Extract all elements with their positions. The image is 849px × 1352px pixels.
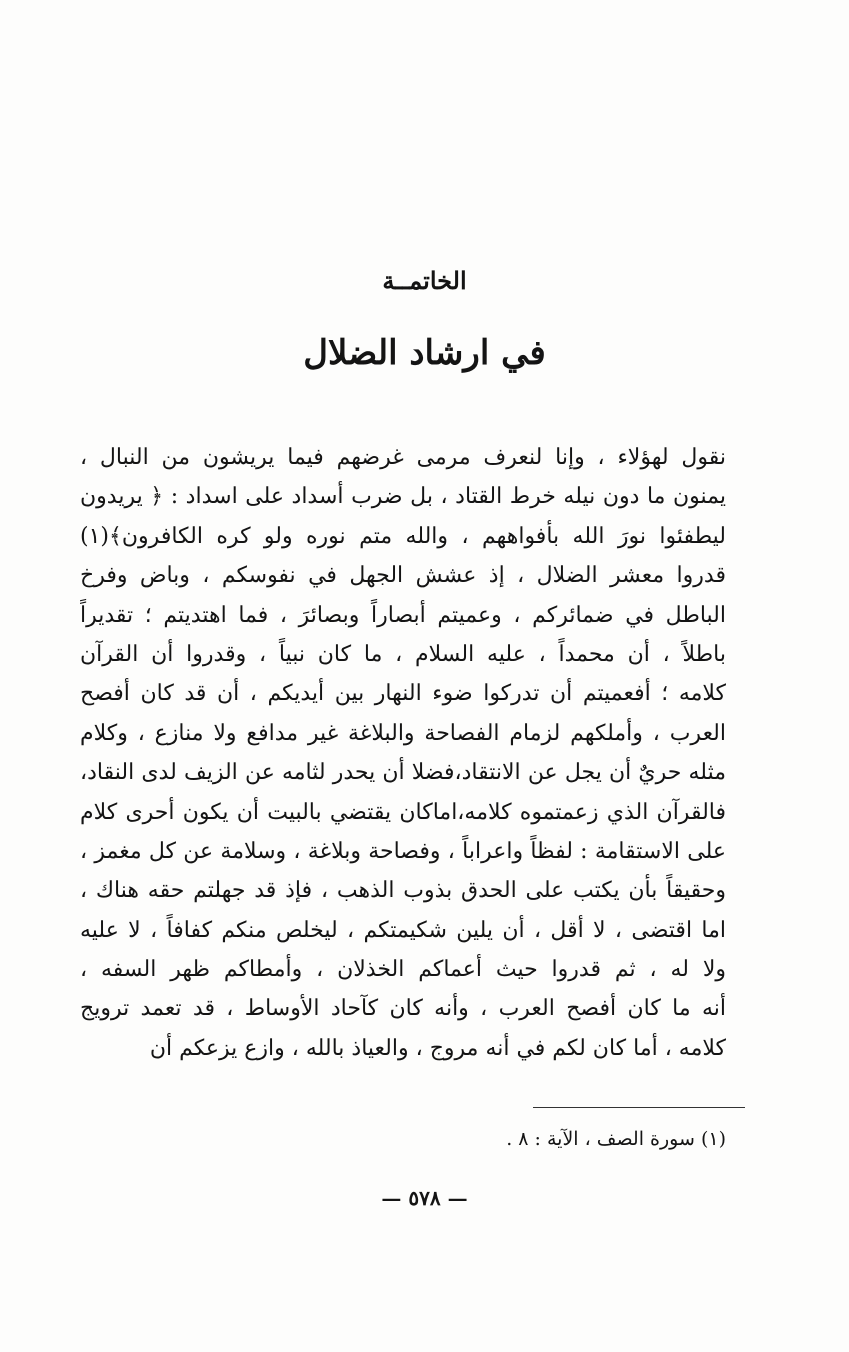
text-line: ولا له ، ثم قدروا حيث أعماكم الخذلان ، وأمطاكم ظهر السفه ، bbox=[80, 957, 726, 983]
chapter-title: في ارشاد الضلال bbox=[303, 333, 546, 373]
text-line: العرب ، وأملكهم لزمام الفصاحة والبلاغة غير مدافع ولا منازع ، وكلام bbox=[80, 720, 726, 746]
footnote-divider bbox=[533, 1107, 745, 1108]
text-line: وحقيقاً بأن يكتب على الحدق بذوب الذهب ، فإذ قد جهلتم حقه هناك ، bbox=[80, 878, 726, 904]
footnote: (١) سورة الصف ، الآية : ٨ . bbox=[506, 1128, 726, 1150]
text-line: على الاستقامة : لفظاً واعراباً ، وفصاحة وبلاغة ، وسلامة عن كل مغمز ، bbox=[80, 838, 726, 864]
text-line: مثله حريٌ أن يجل عن الانتقاد،فضلا أن يحدر لثامه عن الزيف لدى النقاد، bbox=[80, 760, 726, 786]
section-label: الخاتمــة bbox=[382, 266, 467, 295]
text-line: يمنون ما دون نيله خرط القتاد ، بل ضرب أسداد على اسداد : ﴿ يريدون bbox=[80, 484, 726, 510]
text-line: الباطل في ضمائركم ، وعميتم أبصاراً وبصائرَ ، فما اهتديتم ؛ تقديراً bbox=[80, 602, 726, 628]
text-line: أنه ما كان أفصح العرب ، وأنه كان كآحاد الأوساط ، قد تعمد ترويج bbox=[80, 996, 726, 1022]
text-line: باطلاً ، أن محمداً ، عليه السلام ، ما كان نبياً ، وقدروا أن القرآن bbox=[80, 641, 726, 667]
body-text bbox=[80, 438, 726, 1068]
text-line: اما اقتضى ، لا أقل ، أن يلين شكيمتكم ، ليخلص منكم كفافاً ، لا عليه bbox=[80, 917, 726, 943]
text-line: كلامه ؛ أفعميتم أن تدركوا ضوء النهار بين أيديكم ، أن قد كان أفصح bbox=[80, 681, 726, 707]
text-line: ليطفئوا نورَ الله بأفواههم ، والله متم نوره ولو كره الكافرون﴾(١) bbox=[80, 523, 726, 549]
text-line: فالقرآن الذي زعمتموه كلامه،اماكان يقتضي بالبيت أن يكون أحرى كلام bbox=[80, 799, 726, 825]
page-number: — ٥٧٨ — bbox=[381, 1186, 468, 1210]
text-line: قدروا معشر الضلال ، إذ عشش الجهل في نفوسكم ، وباض وفرخ bbox=[80, 563, 726, 589]
text-line: نقول لهؤلاء ، وإنا لنعرف مرمى غرضهم فيما يريشون من النبال ، bbox=[80, 445, 726, 470]
text-line: كلامه ، أما كان لكم في أنه مروج ، والعياذ بالله ، وازع يزعكم أن bbox=[149, 1035, 726, 1061]
